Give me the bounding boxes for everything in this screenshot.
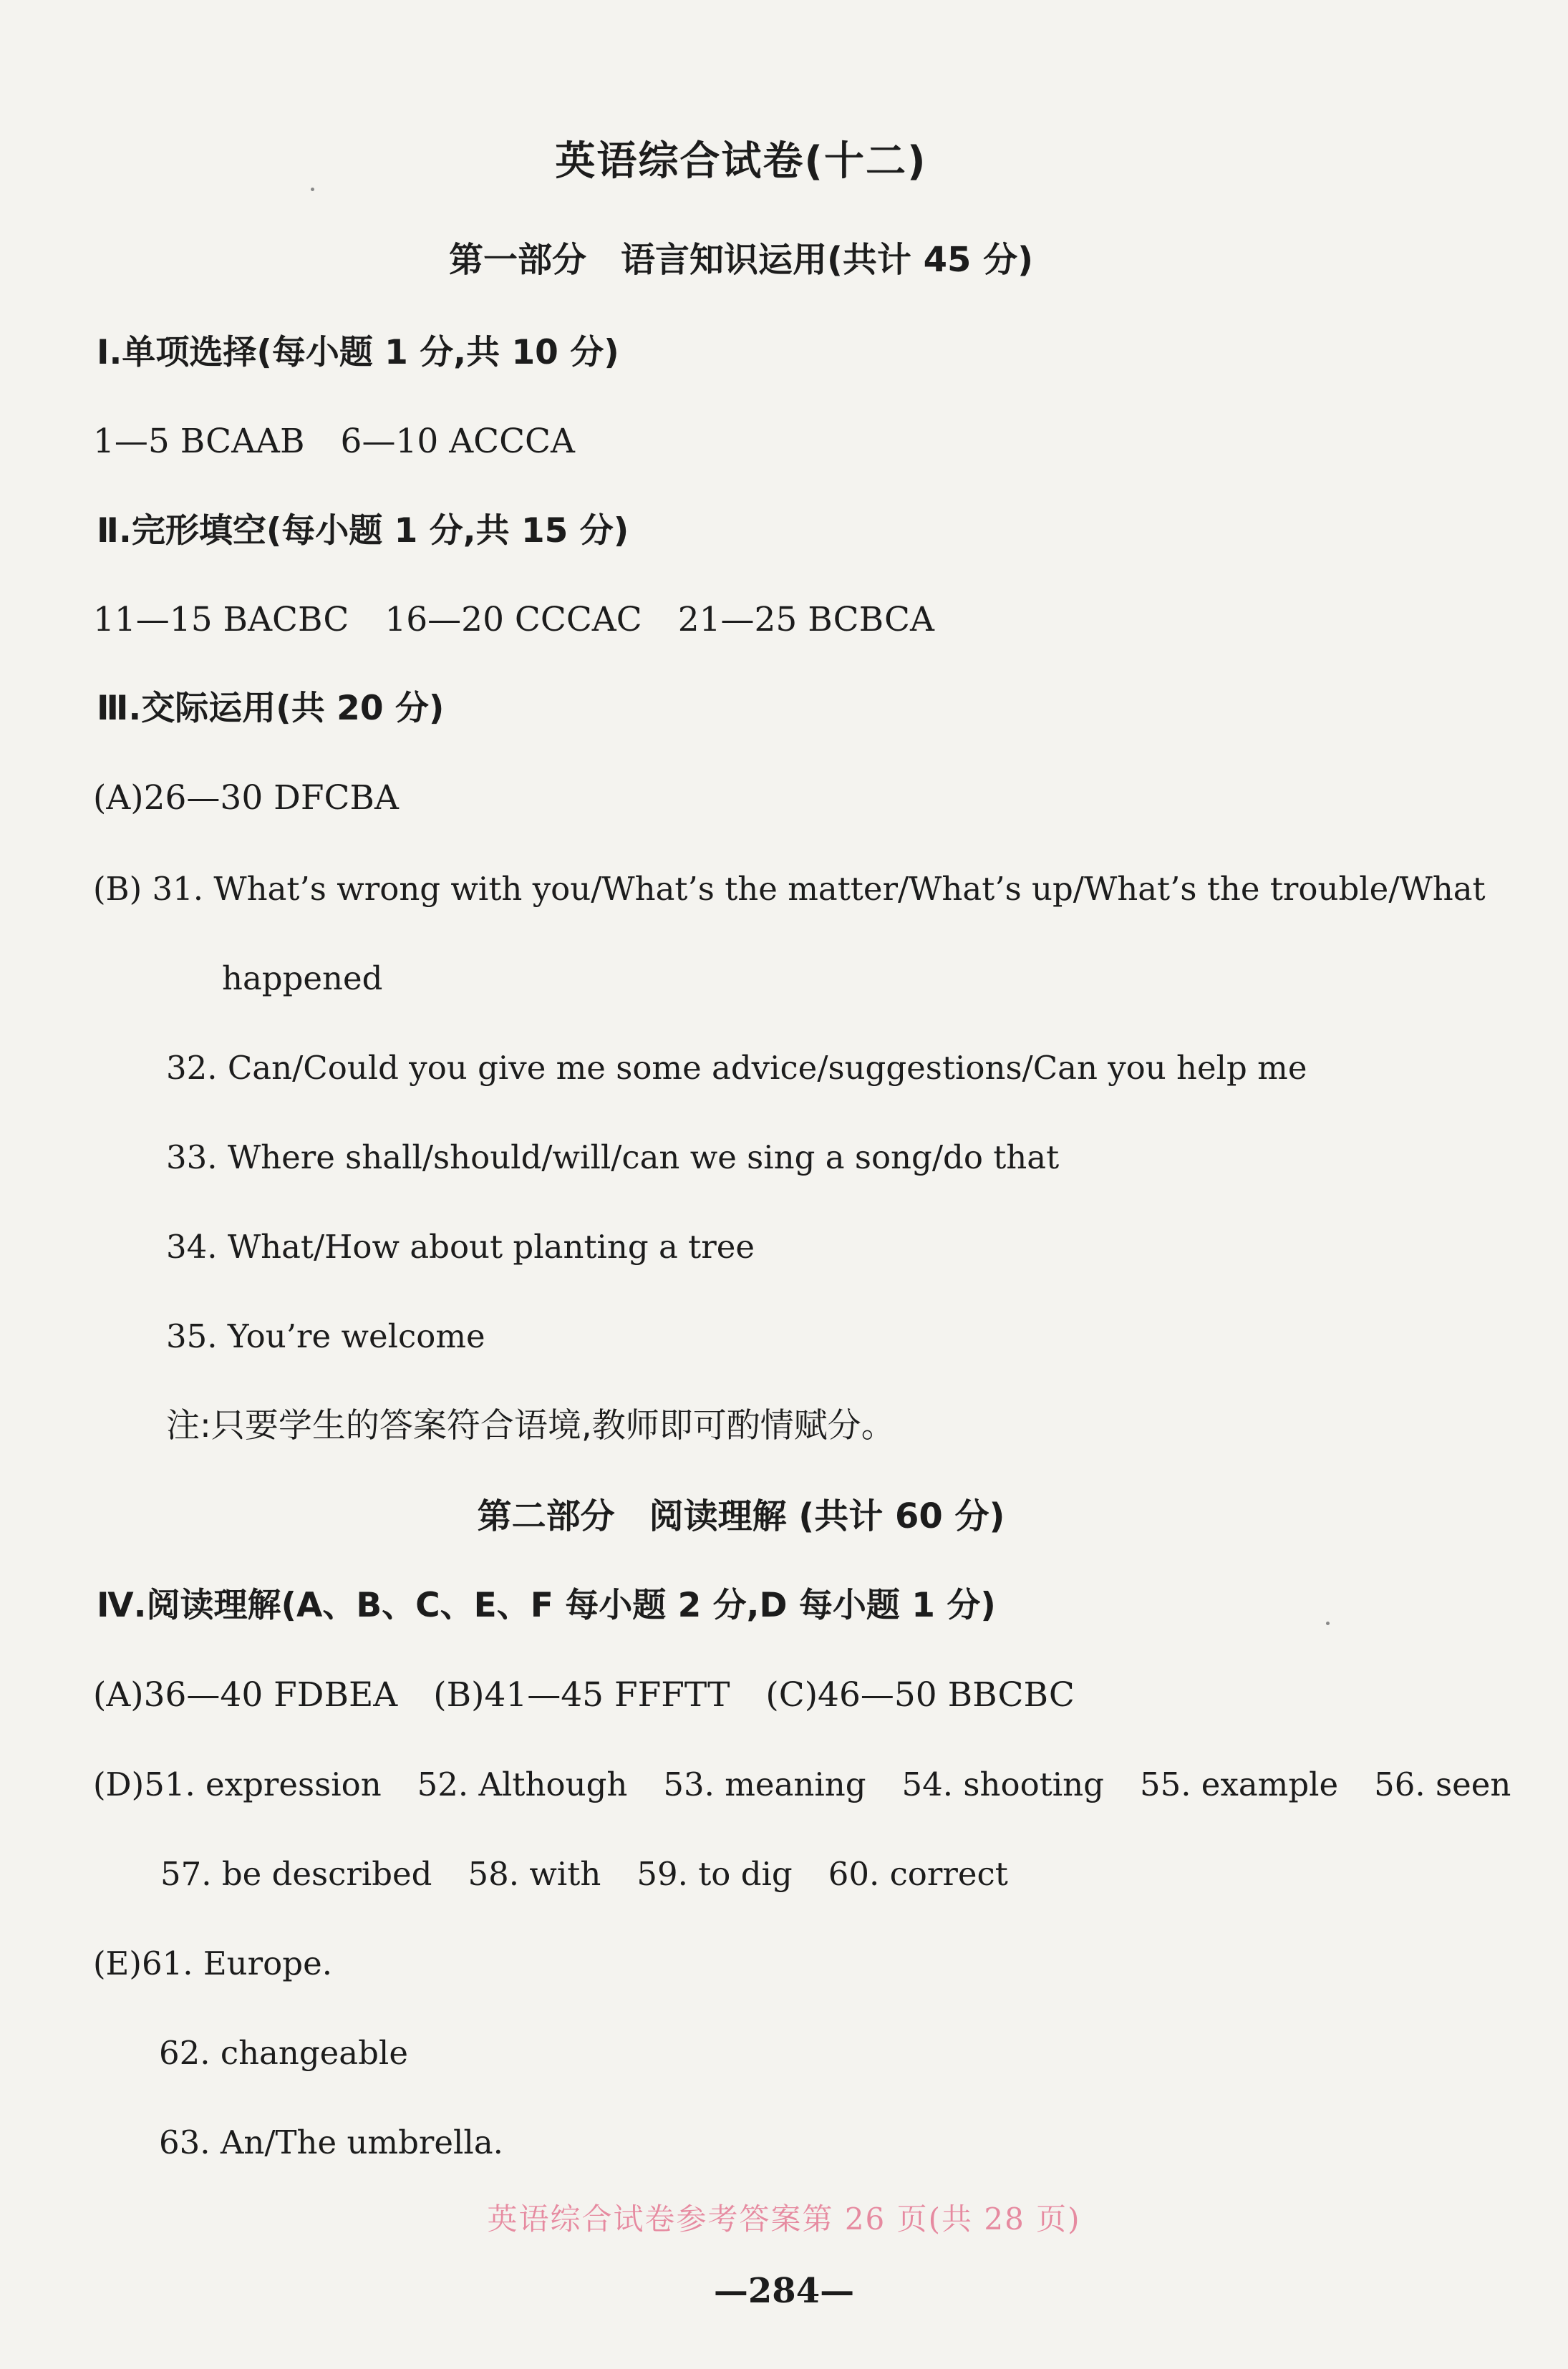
section4-abc-answers (93, 1674, 1075, 1717)
section1-answers (93, 420, 575, 463)
answer-item: 54. shooting (901, 1765, 1104, 1803)
answer-item: 53. meaning (663, 1765, 866, 1803)
section4-e-item62: 62. changeable (159, 2034, 408, 2072)
answer-item: 55. example (1139, 1765, 1339, 1803)
answer-group: 11—15 BACBC (93, 600, 349, 639)
answer-group: 16—20 CCCAC (384, 600, 642, 639)
section1-heading: Ⅰ.单项选择(每小题 1 分,共 10 分) (97, 333, 619, 372)
scan-speck (311, 188, 314, 191)
answer-item: 58. with (468, 1855, 601, 1893)
section3-b-item33: 33. Where shall/should/will/can we sing a song/do that (166, 1138, 1060, 1176)
answer-group: (B)41—45 FFFTT (433, 1675, 730, 1715)
section3-b-item34: 34. What/How about planting a tree (166, 1228, 755, 1266)
page-title: 英语综合试卷(十二) (555, 138, 927, 185)
section3-heading: Ⅲ.交际运用(共 20 分) (97, 689, 445, 728)
section3-b-item32: 32. Can/Could you give me some advice/suggestions/Can you help me (166, 1049, 1307, 1087)
section4-e-item61: (E)61. Europe. (93, 1944, 333, 1982)
section4-e-item63: 63. An/The umbrella. (159, 2123, 503, 2161)
grading-note: 注:只要学生的答案符合语境,教师即可酌情赋分。 (166, 1406, 895, 1445)
answer-group: (A)36—40 FDBEA (93, 1675, 398, 1715)
page-number: —284— (713, 2271, 855, 2311)
answer-item: 52. Although (417, 1765, 628, 1803)
section4-d-line2 (160, 1853, 1008, 1896)
answer-item: 57. be described (160, 1855, 432, 1893)
answer-item: (D)51. expression (93, 1765, 382, 1803)
part1-heading: 第一部分 语言知识运用(共计 45 分) (448, 240, 1034, 280)
section3-b-item31: (B) 31. What’s wrong with you/What’s the matter/What’s up/What’s the trouble/What (93, 870, 1486, 908)
section2-heading: Ⅱ.完形填空(每小题 1 分,共 15 分) (97, 511, 629, 551)
answer-group: (C)46—50 BBCBC (765, 1675, 1075, 1715)
section3-b-item35: 35. You’re welcome (166, 1317, 485, 1355)
answer-group: 21—25 BCBCA (677, 600, 934, 639)
section4-heading: Ⅳ.阅读理解(A、B、C、E、F 每小题 2 分,D 每小题 1 分) (97, 1586, 996, 1625)
answer-item: 59. to dig (637, 1855, 793, 1893)
section4-d-line1 (93, 1763, 1511, 1806)
page-footer: 英语综合试卷参考答案第 26 页(共 28 页) (487, 2201, 1081, 2237)
answer-item: 56. seen (1374, 1765, 1511, 1803)
answer-item: 60. correct (828, 1855, 1008, 1893)
part2-heading: 第二部分 阅读理解 (共计 60 分) (477, 1496, 1005, 1536)
answer-group: 6—10 ACCCA (340, 422, 575, 461)
section2-answers (93, 599, 934, 641)
scan-speck (1326, 1622, 1330, 1625)
section3-a-answers: (A)26—30 DFCBA (93, 778, 399, 818)
section3-b-item31-cont: happened (222, 959, 383, 997)
answer-group: 1—5 BCAAB (93, 422, 305, 461)
